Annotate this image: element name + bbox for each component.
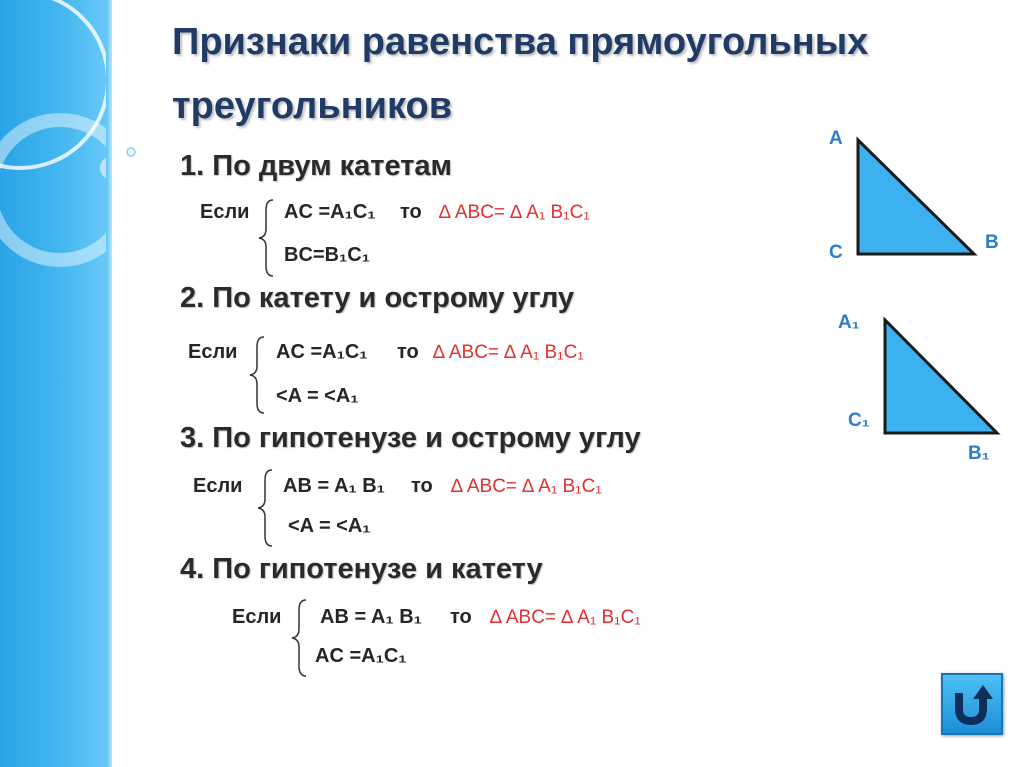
sidebar-circles-decoration <box>0 0 112 767</box>
section-heading-2: 2. По катету и острому углу <box>180 282 575 314</box>
condition-3b: <A = <A₁ <box>288 515 371 537</box>
if-label-1: Если <box>200 201 250 223</box>
page-title: Признаки равенства прямоугольных треугольников <box>172 21 869 127</box>
section-heading-4: 4. По гипотенузе и катету <box>180 553 543 585</box>
condition-2b: <A = <A₁ <box>276 385 359 407</box>
condition-4b: AC =A₁C₁ <box>315 645 407 667</box>
section-heading-1: 1. По двум катетам <box>180 150 453 182</box>
then-label-1: то <box>400 201 422 223</box>
condition-2a: AC =A₁C₁ <box>276 341 368 363</box>
if-label-3: Если <box>193 475 243 497</box>
sidebar-edge <box>106 0 112 767</box>
sidebar-bubble-icon <box>112 140 142 170</box>
conclusion-1: ∆ ABC= ∆ A₁ B₁C₁ <box>439 202 590 223</box>
vertex-label-a1: A₁ <box>838 312 860 333</box>
conclusion-4: ∆ ABC= ∆ A₁ B₁C₁ <box>490 607 641 628</box>
triangle-abc <box>850 132 990 262</box>
conclusion-3: ∆ ABC= ∆ A₁ B₁C₁ <box>451 476 602 497</box>
then-label-4: то <box>450 606 472 628</box>
u-turn-arrow-icon <box>943 675 1001 733</box>
vertex-label-c: C <box>829 242 843 263</box>
then-label-2: то <box>397 341 419 363</box>
section-heading-3: 3. По гипотенузе и острому углу <box>180 422 641 454</box>
vertex-label-b1: B₁ <box>968 443 990 464</box>
vertex-label-c1: C₁ <box>848 410 870 431</box>
brace-icon <box>256 468 274 548</box>
if-label-2: Если <box>188 341 238 363</box>
condition-1b: BC=B₁C₁ <box>284 244 370 266</box>
condition-1a: AC =A₁C₁ <box>284 201 376 223</box>
condition-4a: AB = A₁ B₁ <box>320 606 422 628</box>
conclusion-2: ∆ ABC= ∆ A₁ B₁C₁ <box>433 342 584 363</box>
back-button[interactable] <box>941 673 1003 735</box>
decorative-sidebar <box>0 0 112 767</box>
condition-3a: AB = A₁ B₁ <box>283 475 385 497</box>
brace-icon <box>248 335 266 415</box>
vertex-label-b: B <box>985 232 999 253</box>
triangle-a1b1c1 <box>877 312 1007 442</box>
if-label-4: Если <box>232 606 282 628</box>
then-label-3: то <box>411 475 433 497</box>
brace-icon <box>290 598 308 678</box>
brace-icon <box>257 198 275 278</box>
vertex-label-a: A <box>829 128 843 149</box>
